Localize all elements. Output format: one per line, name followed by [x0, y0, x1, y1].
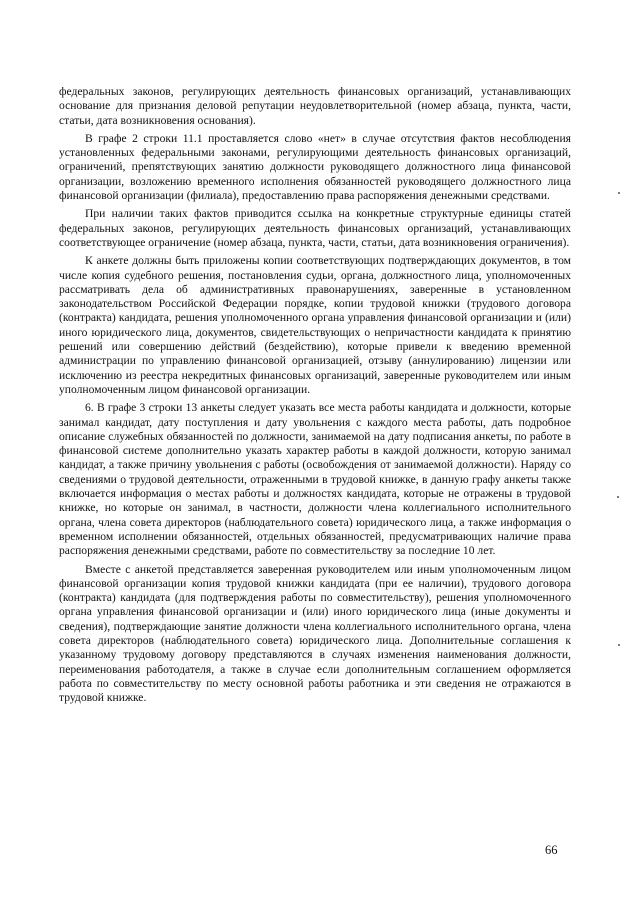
page-number: 66: [545, 843, 558, 857]
scan-speck: [618, 192, 620, 194]
paragraph-4: К анкете должны быть приложены копии соответствующих подтверждающих документов, в том числе копия судебного решения, постановления судьи, органа, должностного лица, уполномоченных рассматривать дела об административных правонарушениях, заверенные в установленном законодательством Российской Федерации порядке, копии трудовой книжки (трудового договора (контракта) кандидата, решения уполномоченного органа управления финансовой организации и (или) иного юридического лица, документов, свидетельствующих о непричастности кандидата к принятию решений или совершению действий (бездействию), которые привели к введению временной администрации по управлению финансовой организацией, отзыву (аннулированию) лицензии или исключению из реестра некредитных финансовых организаций, заверенные руководителем или иным уполномоченным лицом финансовой организации.: [59, 254, 571, 396]
scan-speck: [618, 644, 620, 646]
paragraph-6: Вместе с анкетой представляется заверенная руководителем или иным уполномоченным лицом финансовой организации копия трудовой книжки кандидата (при ее наличии), трудового договора (контракта) кандидата (для подтверждения работы по совместительству), решения уполномоченного органа управления финансовой организации и (или) иного юридического лица (иные документы и сведения), подтверждающие занятие должности члена коллегиального исполнительного органа, члена совета директоров (наблюдательного совета) юридического лица. Дополнительные соглашения к указанному трудовому договору представляются в случаях изменения наименования должности, переименования работодателя, а также в случае если дополнительным соглашением оформляется работа по совместительству по месту основной работы работника и эти сведения не отражаются в трудовой книжке.: [59, 562, 571, 705]
scan-speck: [617, 496, 619, 498]
paragraph-3: При наличии таких фактов приводится ссылка на конкретные структурные единицы статей федеральных законов, регулирующих деятельность финансовых организаций, устанавливающих соответствующее ограничение (номер абзаца, пункта, части, статьи, дата возникновения ограничения).: [59, 207, 571, 249]
paragraph-5: 6. В графе 3 строки 13 анкеты следует указать все места работы кандидата и должности, которые занимал кандидат, дату поступления и дату увольнения с каждого места работы, дать подробное описание служебных обязанностей по должности, занимаемой на дату подписания анкеты, по работе в финансовой системе дополнительно указать характер работы в каждой должности, которую занимал кандидат, а также причину увольнения с работы (освобождения от занимаемой должности). Наряду со сведениями о трудовой деятельности, отраженными в трудовой книжке, в данную графу анкеты также включается информация о местах работы и должностях кандидата, которые не отражены в трудовой книжке, но которые он занимал, в частности, должности члена коллегиального исполнительного органа, члена совета директоров (наблюдательного совета) юридического лица, а также информация о временном исполнении обязанностей, отдельных обязанностей, предусматривающих наличие права распоряжения денежными средствами, работе по совместительству за последние 10 лет.: [59, 401, 571, 558]
document-body: [59, 85, 571, 705]
paragraph-2: В графе 2 строки 11.1 проставляется слово «нет» в случае отсутствия фактов несоблюдения установленных федеральными законами, регулирующими деятельность финансовых организаций, ограничений, препятствующих занятию должности руководящего должностного лица финансовой организации, возложению временного исполнения обязанностей руководящего должностного лица финансовой организации (филиала), предоставлению права распоряжения денежными средствами.: [59, 131, 571, 203]
paragraph-1: федеральных законов, регулирующих деятельность финансовых организаций, устанавливающих основание для признания деловой репутации неудовлетворительной (номер абзаца, пункта, части, статьи, дата возникновения основания).: [59, 85, 571, 127]
